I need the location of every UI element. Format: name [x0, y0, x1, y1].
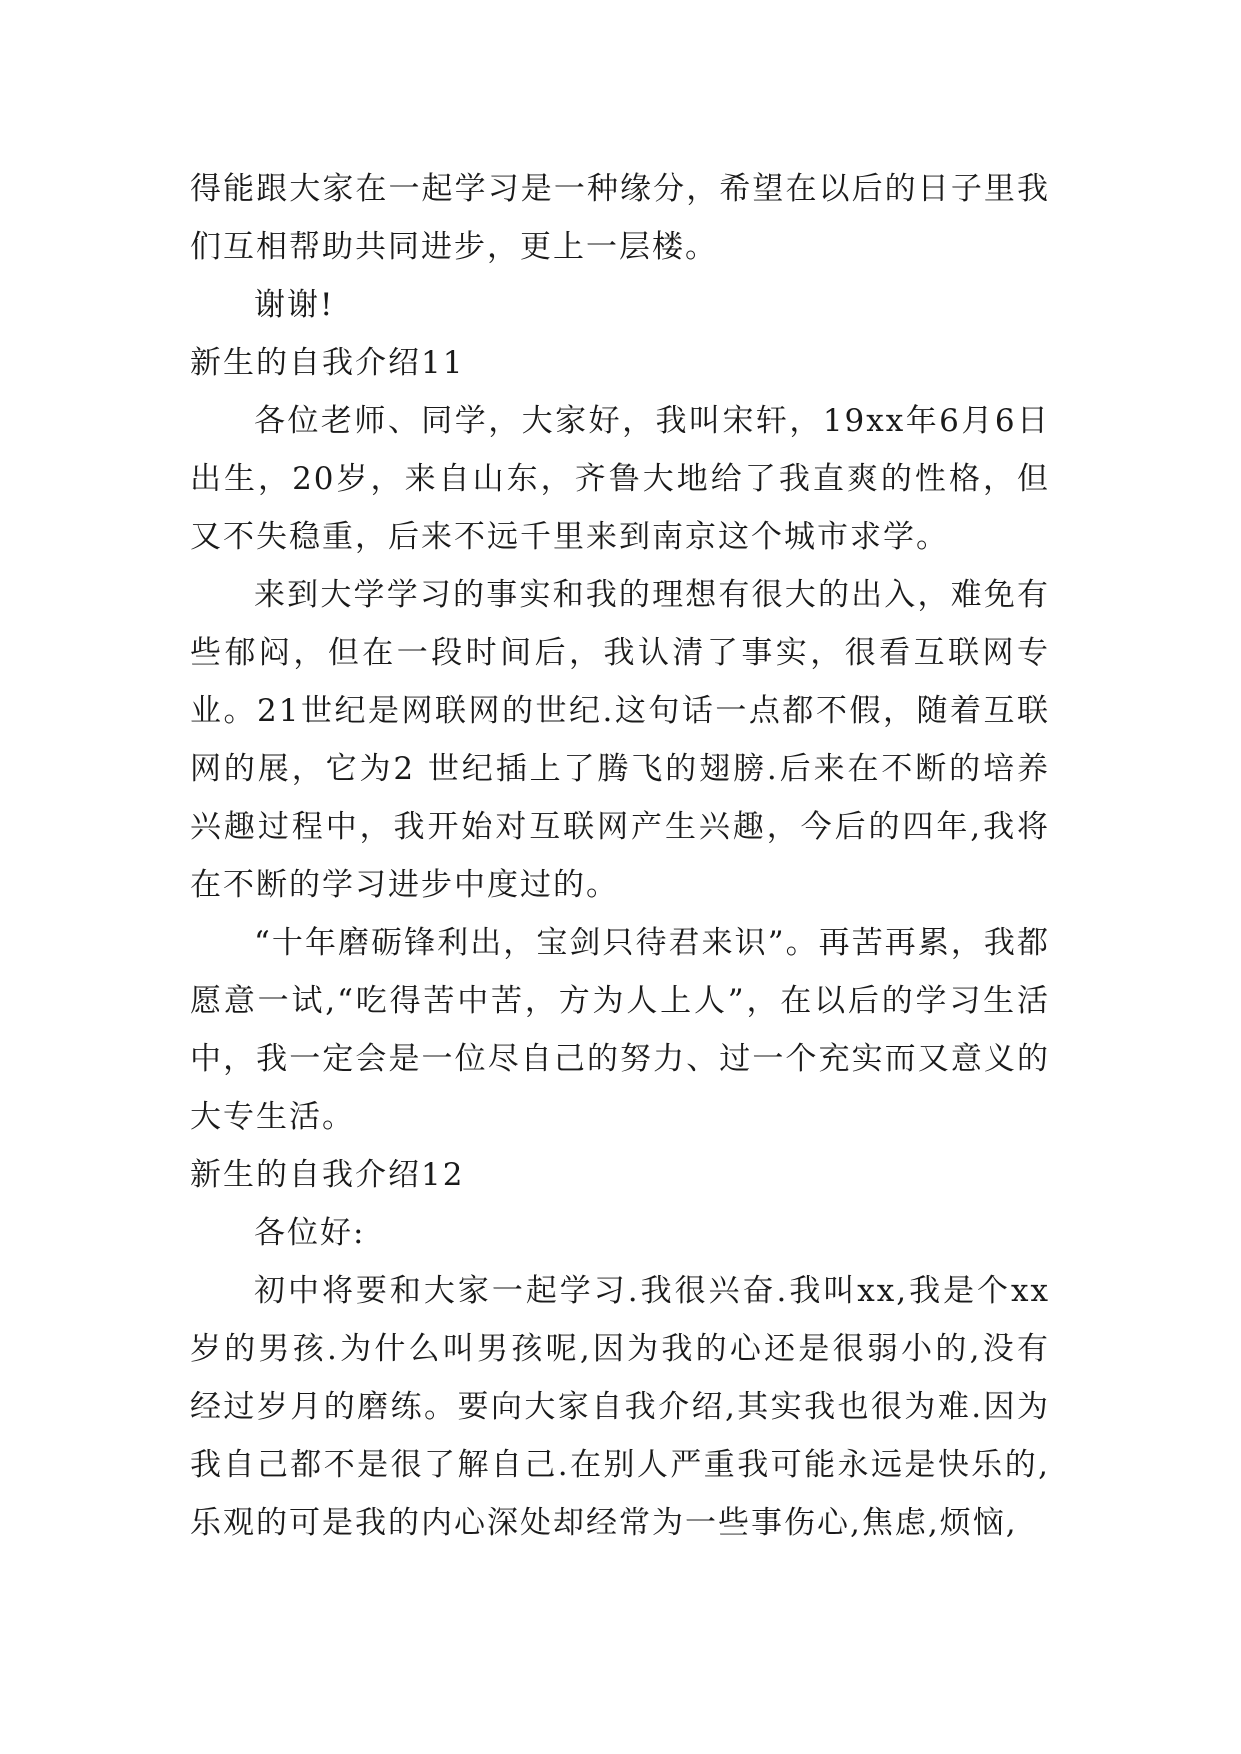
- paragraph-continuation: 得能跟大家在一起学习是一种缘分，希望在以后的日子里我们互相帮助共同进步，更上一层楼。: [190, 171, 1050, 265]
- document-body: [190, 160, 1050, 1552]
- paragraph-middle-school: 初中将要和大家一起学习.我很兴奋.我叫xx,我是个xx岁的男孩.为什么叫男孩呢,因为我的心还是很弱小的,没有经过岁月的磨练。要向大家自我介绍,其实我也很为难.因为我自己都不是很了解自己.在别人严重我可能永远是快乐的,乐观的可是我的内心深处却经常为一些事伤心,焦虑,烦恼,: [190, 1273, 1050, 1541]
- section-heading-11: 新生的自我介绍11: [190, 345, 465, 381]
- paragraph-thanks: 谢谢!: [254, 287, 335, 323]
- section-heading-12: 新生的自我介绍12: [190, 1157, 465, 1193]
- paragraph-university: 来到大学学习的事实和我的理想有很大的出入，难免有些郁闷，但在一段时间后，我认清了事实，很看互联网专业。21世纪是网联网的世纪.这句话一点都不假，随着互联网的展，它为2 世纪插上了腾飞的翅膀.后来在不断的培养兴趣过程中，我开始对互联网产生兴趣，今后的四年,我将在不断的学习进步中度过的。: [190, 577, 1050, 903]
- paragraph-greeting: 各位好:: [254, 1215, 366, 1251]
- paragraph-quote: “十年磨砺锋利出，宝剑只待君来识”。再苦再累，我都愿意一试,“吃得苦中苦，方为人上人”，在以后的学习生活中，我一定会是一位尽自己的努力、过一个充实而又意义的大专生活。: [190, 925, 1050, 1135]
- paragraph-intro: 各位老师、同学，大家好，我叫宋轩，19xx年6月6日出生，20岁，来自山东，齐鲁大地给了我直爽的性格，但又不失稳重，后来不远千里来到南京这个城市求学。: [190, 403, 1050, 555]
